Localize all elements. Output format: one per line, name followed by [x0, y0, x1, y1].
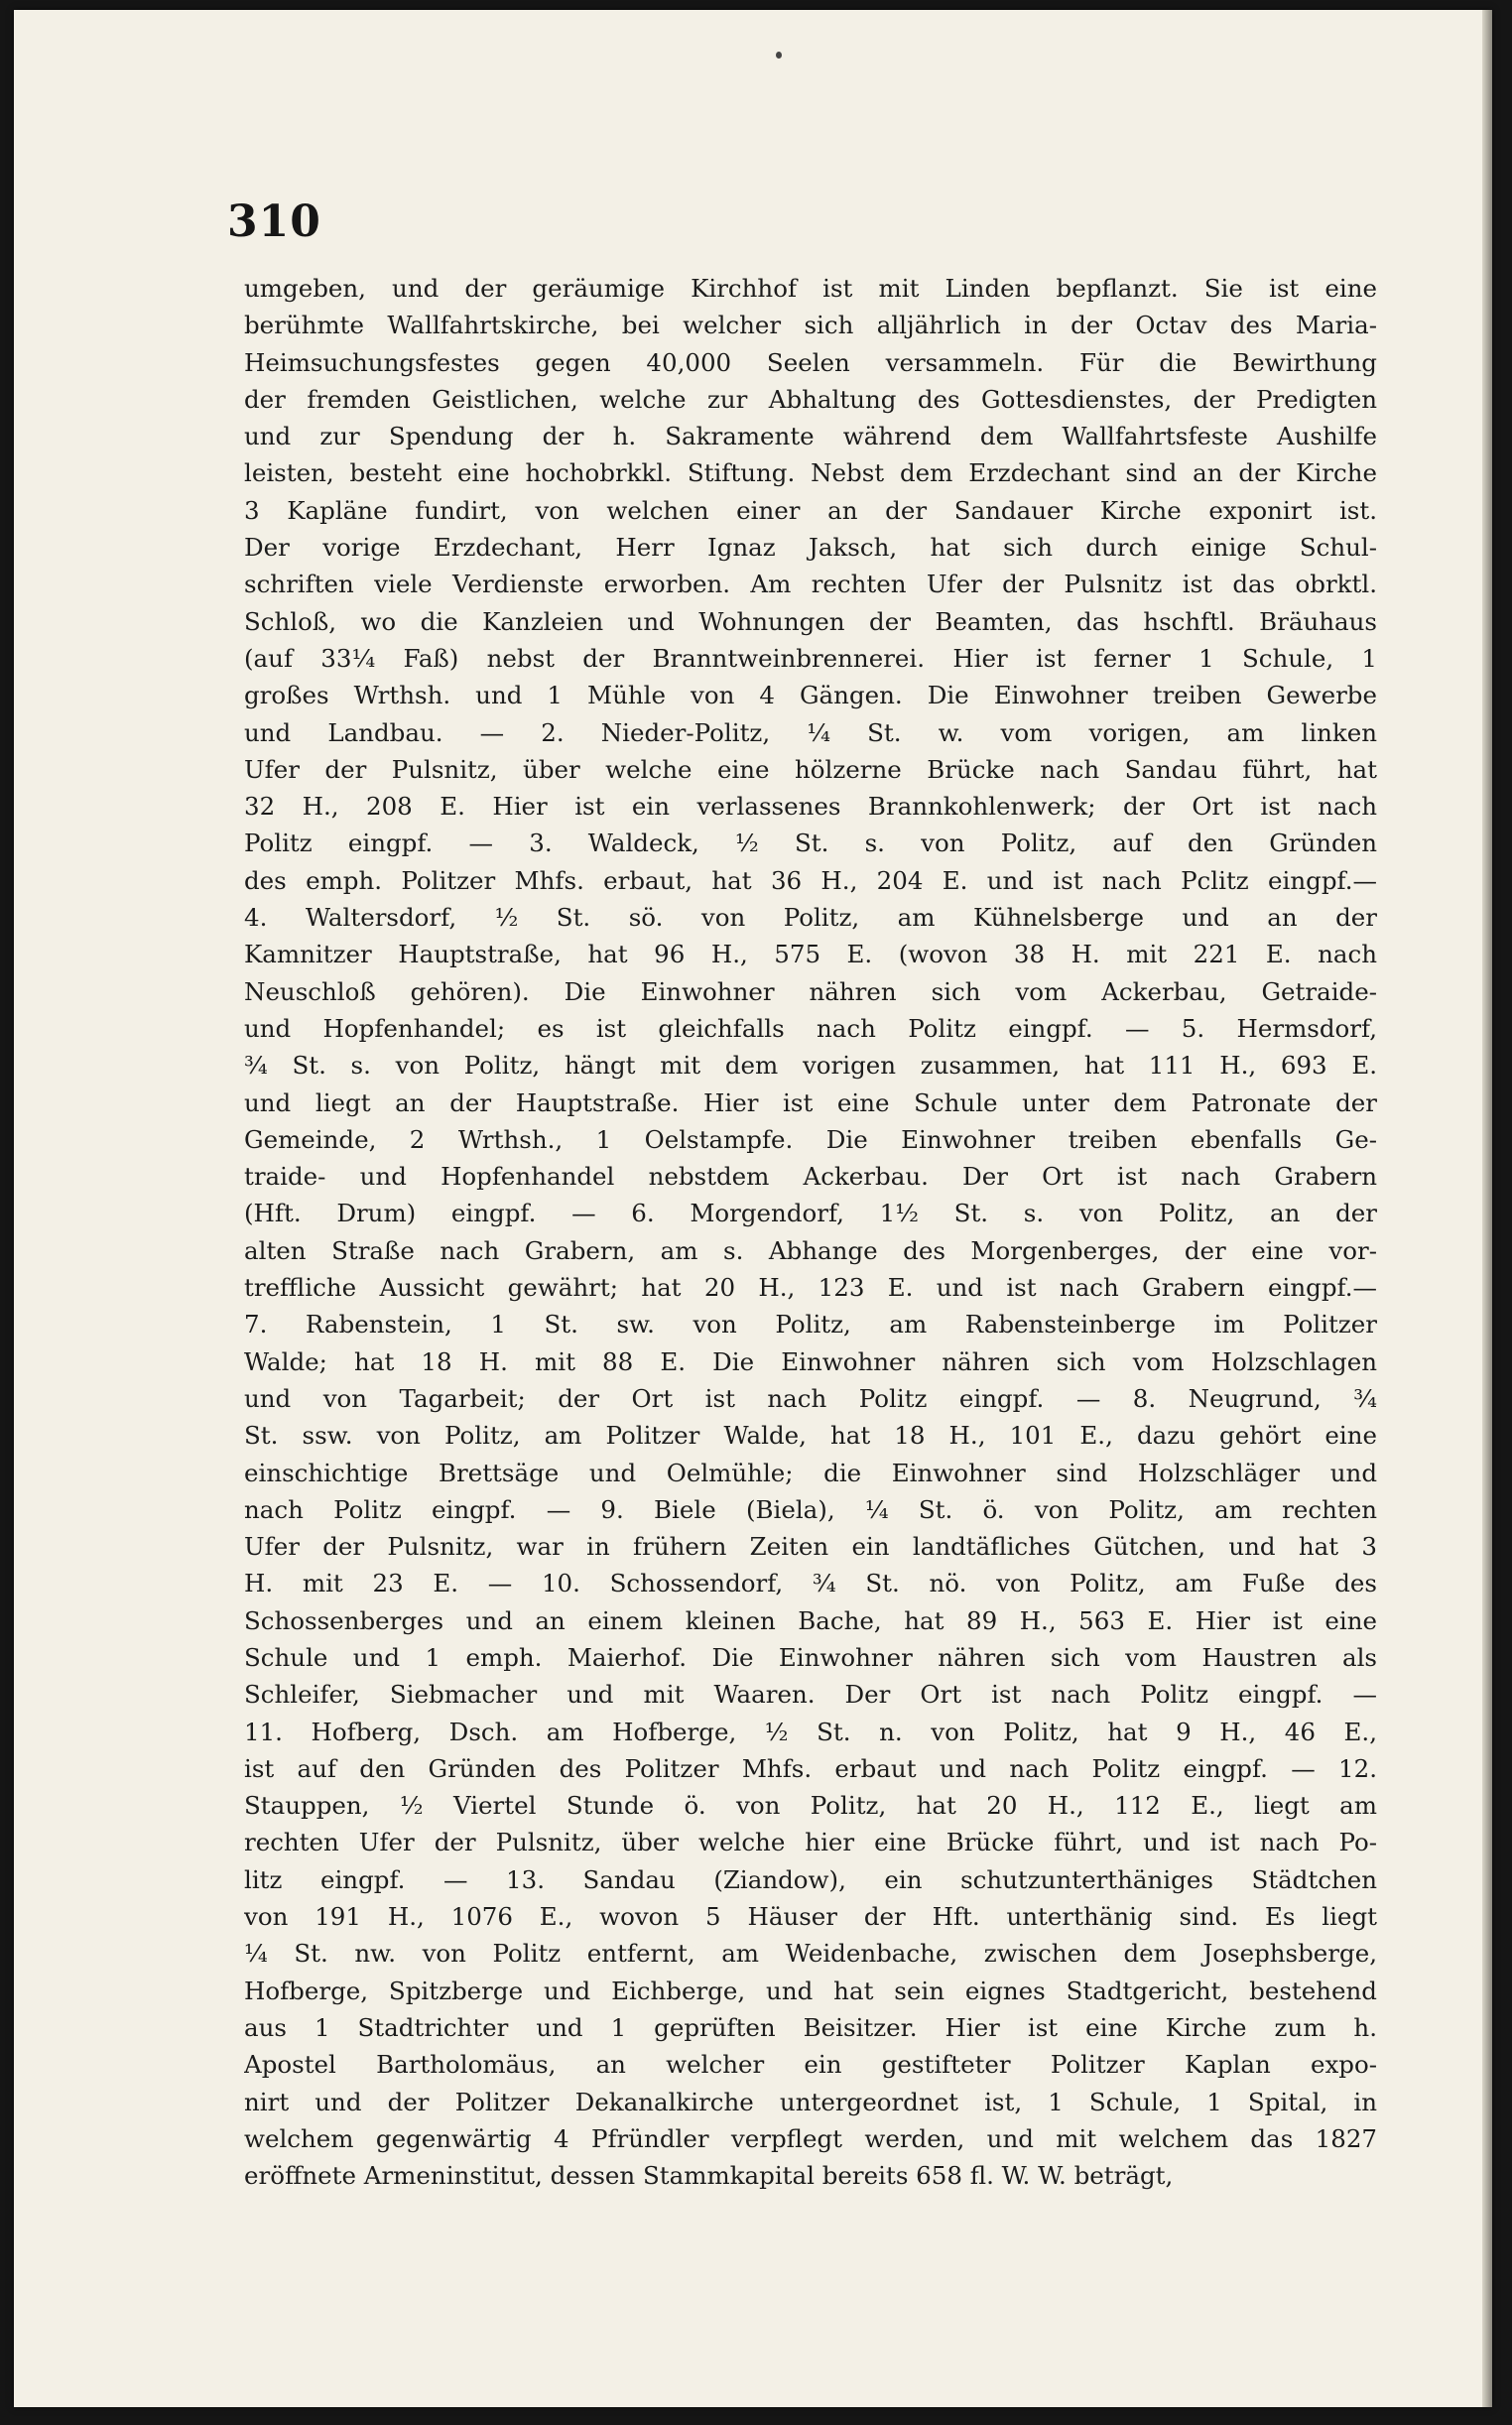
- text-line: leisten, besteht eine hochobrkkl. Stiftung. Nebst dem Erzdechant sind an der Kirche: [244, 458, 1377, 488]
- text-line: berühmte Wallfahrtskirche, bei welcher sich alljährlich in der Octav des Maria-: [244, 311, 1377, 340]
- text-line: Schule und 1 emph. Maierhof. Die Einwohner nähren sich vom Haustren als: [244, 1642, 1377, 1672]
- text-line: Politz eingpf. — 3. Waldeck, ½ St. s. von Politz, auf den Gründen: [244, 829, 1377, 858]
- text-line: und Landbau. — 2. Nieder-Politz, ¼ St. w. vom vorigen, am linken: [244, 717, 1377, 747]
- text-line: rechten Ufer der Pulsnitz, über welche hier eine Brücke führt, und ist nach Po-: [244, 1828, 1377, 1857]
- text-line: Der vorige Erzdechant, Herr Ignaz Jaksch, hat sich durch einige Schul-: [244, 533, 1377, 563]
- text-line: Kamnitzer Hauptstraße, hat 96 H., 575 E. (wovon 38 H. mit 221 E. nach: [244, 940, 1377, 969]
- text-line: 32 H., 208 E. Hier ist ein verlassenes Brannkohlenwerk; der Ort ist nach: [244, 792, 1377, 822]
- text-line: ist auf den Gründen des Politzer Mhfs. erbaut und nach Politz eingpf. — 12.: [244, 1753, 1377, 1783]
- text-line: nirt und der Politzer Dekanalkirche untergeordnet ist, 1 Schule, 1 Spital, in: [244, 2087, 1377, 2116]
- body-text: [244, 270, 1377, 2194]
- text-line: Gemeinde, 2 Wrthsh., 1 Oelstampfe. Die Einwohner treiben ebenfalls Ge-: [244, 1124, 1377, 1154]
- text-line: und zur Spendung der h. Sakramente während dem Wallfahrtsfeste Aushilfe: [244, 422, 1377, 451]
- text-line: großes Wrthsh. und 1 Mühle von 4 Gängen. Die Einwohner treiben Gewerbe: [244, 681, 1377, 710]
- text-line: aus 1 Stadtrichter und 1 geprüften Beisitzer. Hier ist eine Kirche zum h.: [244, 2012, 1377, 2042]
- text-line: (Hft. Drum) eingpf. — 6. Morgendorf, 1½ St. s. von Politz, an der: [244, 1199, 1377, 1228]
- text-line: Apostel Bartholomäus, an welcher ein gestifteter Politzer Kaplan expo-: [244, 2050, 1377, 2080]
- text-line: St. ssw. von Politz, am Politzer Walde, hat 18 H., 101 E., dazu gehört eine: [244, 1421, 1377, 1451]
- text-line: nach Politz eingpf. — 9. Biele (Biela), ¼ St. ö. von Politz, am rechten: [244, 1494, 1377, 1524]
- text-line: alten Straße nach Grabern, am s. Abhange des Morgenberges, der eine vor-: [244, 1235, 1377, 1265]
- text-line: litz eingpf. — 13. Sandau (Ziandow), ein schutzunterthäniges Städtchen: [244, 1864, 1377, 1894]
- book-spine-edge: [1482, 10, 1492, 2407]
- text-line: Heimsuchungsfestes gegen 40,000 Seelen versammeln. Für die Bewirthung: [244, 347, 1377, 377]
- text-line: traide- und Hopfenhandel nebstdem Ackerbau. Der Ort ist nach Grabern: [244, 1162, 1377, 1192]
- text-line: Walde; hat 18 H. mit 88 E. Die Einwohner nähren sich vom Holzschlagen: [244, 1346, 1377, 1376]
- text-line: (auf 33¼ Faß) nebst der Branntweinbrennerei. Hier ist ferner 1 Schule, 1: [244, 643, 1377, 673]
- text-line: Ufer der Pulsnitz, über welche eine hölzerne Brücke nach Sandau führt, hat: [244, 754, 1377, 784]
- text-line: Stauppen, ½ Viertel Stunde ö. von Politz, hat 20 H., 112 E., liegt am: [244, 1791, 1377, 1821]
- text-line: Ufer der Pulsnitz, war in frühern Zeiten ein landtäfliches Gütchen, und hat 3: [244, 1532, 1377, 1562]
- text-line: 7. Rabenstein, 1 St. sw. von Politz, am Rabensteinberge im Politzer: [244, 1310, 1377, 1340]
- text-line: und Hopfenhandel; es ist gleichfalls nach Politz eingpf. — 5. Hermsdorf,: [244, 1013, 1377, 1043]
- text-line: Schloß, wo die Kanzleien und Wohnungen der Beamten, das hschftl. Bräuhaus: [244, 606, 1377, 636]
- text-line: Schleifer, Siebmacher und mit Waaren. Der Ort ist nach Politz eingpf. —: [244, 1680, 1377, 1710]
- text-line: und von Tagarbeit; der Ort ist nach Politz eingpf. — 8. Neugrund, ¾: [244, 1383, 1377, 1413]
- text-line: treffliche Aussicht gewährt; hat 20 H., 123 E. und ist nach Grabern eingpf.—: [244, 1273, 1377, 1303]
- text-line: 4. Waltersdorf, ½ St. sö. von Politz, am Kühnelsberge und an der: [244, 903, 1377, 933]
- text-line: H. mit 23 E. — 10. Schossendorf, ¾ St. nö. von Politz, am Fuße des: [244, 1569, 1377, 1598]
- text-line: 3 Kapläne fundirt, von welchen einer an der Sandauer Kirche exponirt ist.: [244, 495, 1377, 525]
- text-line: schriften viele Verdienste erworben. Am rechten Ufer der Pulsnitz ist das obrktl.: [244, 570, 1377, 599]
- text-line: eröffnete Armeninstitut, dessen Stammkapital bereits 658 fl. W. W. beträgt,: [244, 2161, 1174, 2191]
- text-line: der fremden Geistlichen, welche zur Abhaltung des Gottesdienstes, der Predigten: [244, 384, 1377, 414]
- scanned-page: [14, 10, 1492, 2407]
- text-line: des emph. Politzer Mhfs. erbaut, hat 36 H., 204 E. und ist nach Pclitz eingpf.—: [244, 865, 1377, 895]
- text-line: umgeben, und der geräumige Kirchhof ist mit Linden bepflanzt. Sie ist eine: [244, 274, 1377, 303]
- text-line: 11. Hofberg, Dsch. am Hofberge, ½ St. n. von Politz, hat 9 H., 46 E.,: [244, 1717, 1377, 1746]
- text-line: Hofberge, Spitzberge und Eichberge, und hat sein eignes Stadtgericht, bestehend: [244, 1976, 1377, 2005]
- text-line: Schossenberges und an einem kleinen Bache, hat 89 H., 563 E. Hier ist eine: [244, 1605, 1377, 1635]
- text-line: von 191 H., 1076 E., wovon 5 Häuser der Hft. unterthänig sind. Es liegt: [244, 1902, 1377, 1932]
- text-line: ¼ St. nw. von Politz entfernt, am Weidenbache, zwischen dem Josephsberge,: [244, 1939, 1377, 1969]
- page-number: 310: [227, 196, 321, 247]
- text-line: welchem gegenwärtig 4 Pfründler verpflegt werden, und mit welchem das 1827: [244, 2123, 1377, 2153]
- text-line: ¾ St. s. von Politz, hängt mit dem vorigen zusammen, hat 111 H., 693 E.: [244, 1051, 1377, 1081]
- text-line: einschichtige Brettsäge und Oelmühle; die Einwohner sind Holzschläger und: [244, 1458, 1377, 1487]
- text-line: Neuschloß gehören). Die Einwohner nähren sich vom Ackerbau, Getraide-: [244, 976, 1377, 1006]
- text-line: und liegt an der Hauptstraße. Hier ist eine Schule unter dem Patronate der: [244, 1087, 1377, 1117]
- ink-speck: [776, 52, 782, 59]
